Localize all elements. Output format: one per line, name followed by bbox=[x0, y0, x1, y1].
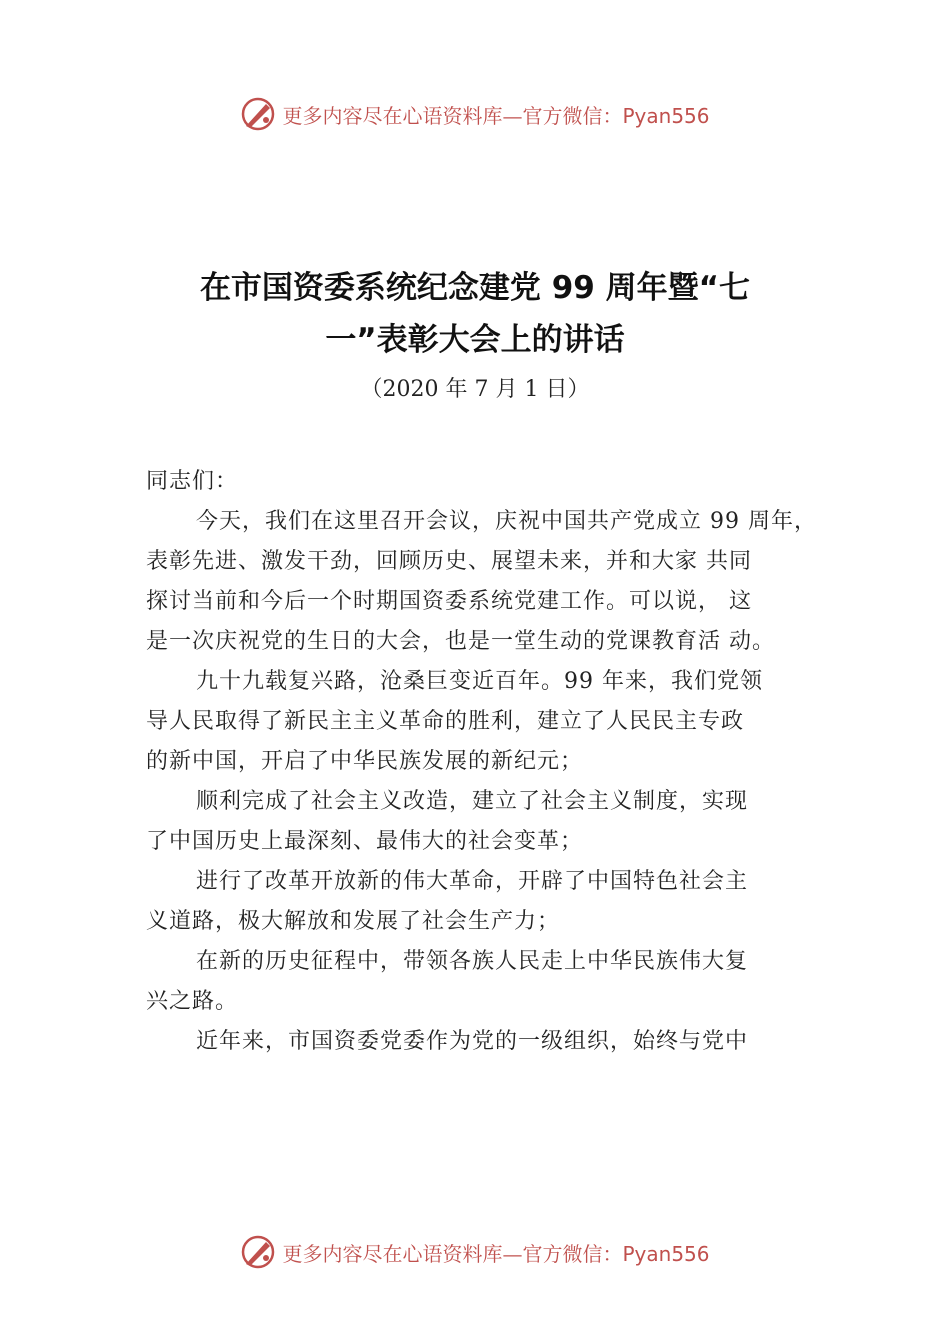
document-body bbox=[146, 462, 846, 1062]
title-line-2: 一”表彰大会上的讲话 bbox=[325, 322, 625, 358]
pen-circle-logo-icon bbox=[240, 1234, 276, 1270]
body-line: 在新的历史征程中，带领各族人民走上中华民族伟大复 bbox=[196, 949, 749, 974]
footer-banner-account: Pyan556 bbox=[622, 1241, 710, 1266]
document-date: （2020 年 7 月 1 日） bbox=[360, 377, 590, 402]
footer-banner-label: 更多内容尽在心语资料库—官方微信： bbox=[282, 1241, 623, 1266]
body-line: 顺利完成了社会主义改造，建立了社会主义制度，实现 bbox=[196, 789, 749, 814]
title-line-1: 在市国资委系统纪念建党 99 周年暨“七 bbox=[199, 270, 751, 306]
body-line: 义道路，极大解放和发展了社会生产力； bbox=[146, 909, 561, 934]
footer-banner-text bbox=[282, 1238, 709, 1267]
body-line: 九十九载复兴路，沧桑巨变近百年。99 年来，我们党领 bbox=[196, 669, 763, 694]
document-title bbox=[100, 262, 850, 366]
body-line: 近年来，市国资委党委作为党的一级组织，始终与党中 bbox=[196, 1029, 749, 1054]
header-banner bbox=[0, 94, 950, 134]
body-line: 兴之路。 bbox=[146, 989, 239, 1014]
footer-banner bbox=[0, 1232, 950, 1272]
body-line: 进行了改革开放新的伟大革命，开辟了中国特色社会主 bbox=[196, 869, 749, 894]
body-line: 导人民取得了新民主主义革命的胜利，建立了人民民主专政 bbox=[146, 709, 745, 734]
body-line: 是一次庆祝党的生日的大会，也是一堂生动的党课教育活 动。 bbox=[146, 629, 775, 654]
header-banner-label: 更多内容尽在心语资料库—官方微信： bbox=[282, 103, 623, 128]
header-banner-text bbox=[282, 100, 709, 129]
header-banner-account: Pyan556 bbox=[622, 103, 710, 128]
pen-circle-logo-icon bbox=[240, 96, 276, 132]
body-line: 同志们： bbox=[146, 469, 239, 494]
body-line: 探讨当前和今后一个时期国资委系统党建工作。可以说， 这 bbox=[146, 589, 752, 614]
body-line: 的新中国，开启了中华民族发展的新纪元； bbox=[146, 749, 584, 774]
body-line: 了中国历史上最深刻、最伟大的社会变革； bbox=[146, 829, 584, 854]
body-line: 今天，我们在这里召开会议，庆祝中国共产党成立 99 周年， bbox=[196, 509, 817, 534]
body-line: 表彰先进、激发干劲，回顾历史、展望未来，并和大家 共同 bbox=[146, 549, 752, 574]
